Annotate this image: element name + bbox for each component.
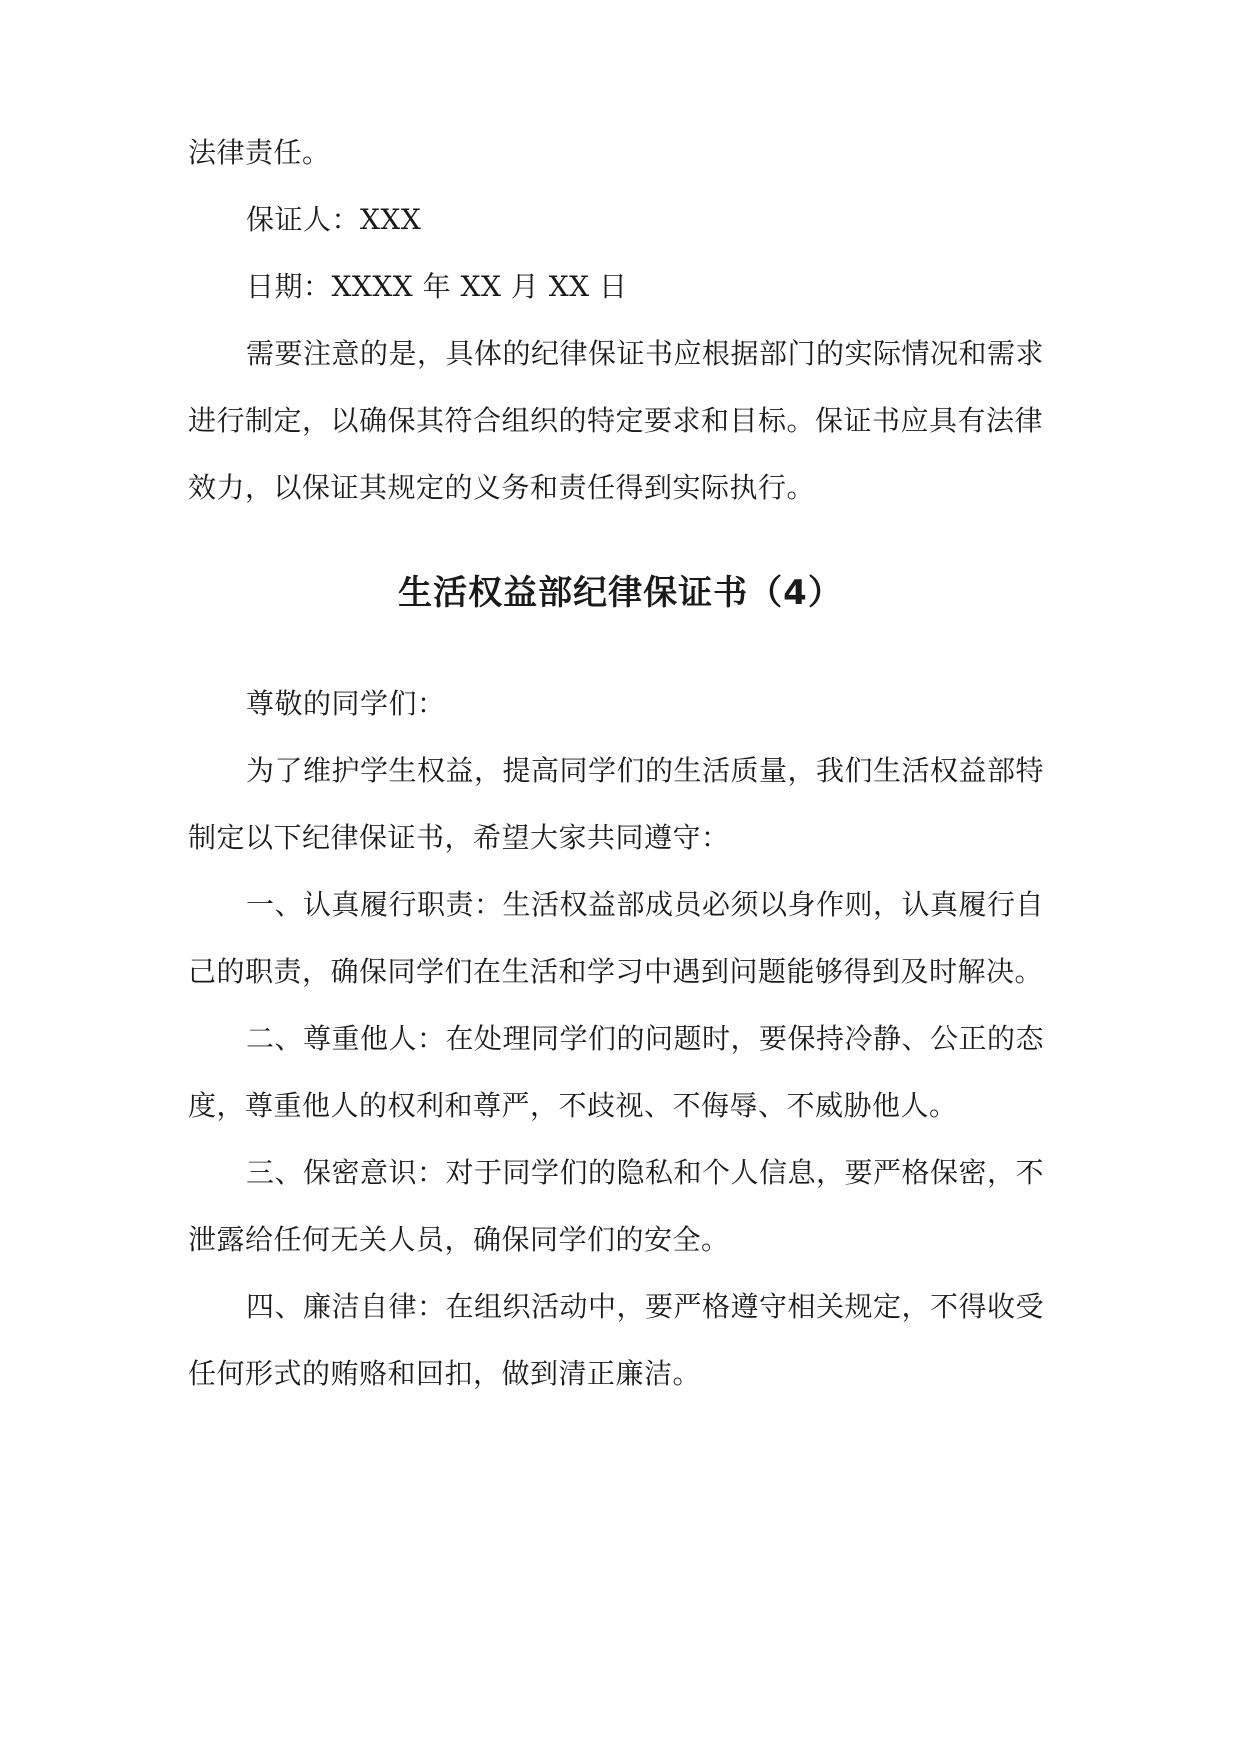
paragraph-line: 三、保密意识：对于同学们的隐私和个人信息，要严格保密，不 <box>246 1156 1045 1189</box>
paragraph-line: 己的职责，确保同学们在生活和学习中遇到问题能够得到及时解决。 <box>188 955 1044 988</box>
paragraph-line: 任何形式的贿赂和回扣，做到清正廉洁。 <box>188 1357 702 1390</box>
paragraph-line: 四、廉洁自律：在组织活动中，要严格遵守相关规定，不得收受 <box>246 1290 1045 1323</box>
salutation-line: 尊敬的同学们： <box>246 687 446 720</box>
paragraph-line: 泄露给任何无关人员，确保同学们的安全。 <box>188 1223 730 1256</box>
paragraph-line: 一、认真履行职责：生活权益部成员必须以身作则，认真履行自 <box>246 888 1045 921</box>
paragraph-line: 度，尊重他人的权利和尊严，不歧视、不侮辱、不威胁他人。 <box>188 1089 958 1122</box>
date-line: 日期：XXXX 年 XX 月 XX 日 <box>246 270 628 303</box>
paragraph-line: 需要注意的是，具体的纪律保证书应根据部门的实际情况和需求 <box>246 337 1045 370</box>
guarantor-line: 保证人：XXX <box>246 203 422 236</box>
paragraph-line: 二、尊重他人：在处理同学们的问题时，要保持冷静、公正的态 <box>246 1022 1045 1055</box>
document-title: 生活权益部纪律保证书（4） <box>398 573 843 613</box>
paragraph-line: 为了维护学生权益，提高同学们的生活质量，我们生活权益部特 <box>246 754 1045 787</box>
paragraph-line: 效力，以保证其规定的义务和责任得到实际执行。 <box>188 471 816 504</box>
paragraph-line: 进行制定，以确保其符合组织的特定要求和目标。保证书应具有法律 <box>188 404 1044 437</box>
paragraph-line: 制定以下纪律保证书，希望大家共同遵守： <box>188 821 730 854</box>
paragraph-line: 法律责任。 <box>188 136 331 169</box>
